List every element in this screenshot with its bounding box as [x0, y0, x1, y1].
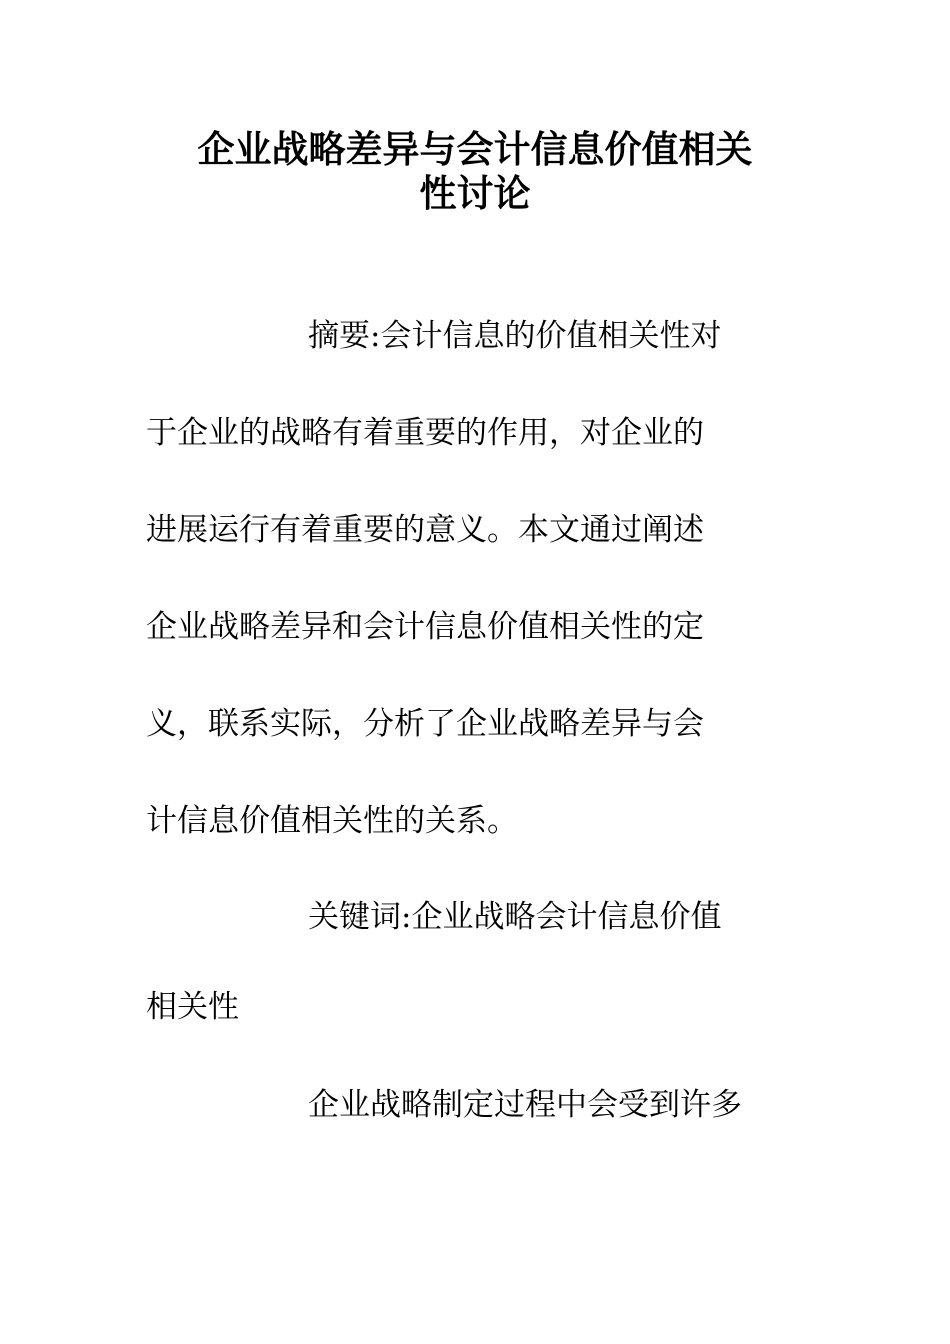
abstract-paragraph: [146, 288, 806, 870]
body-paragraph: [146, 1060, 806, 1150]
document-title: [150, 128, 800, 216]
title-line: 性讨论: [419, 172, 531, 215]
abstract-line: 进展运行有着重要的意义。本文通过阐述: [146, 512, 704, 548]
abstract-line: 摘要:会计信息的价值相关性对: [308, 318, 722, 354]
abstract-line: 企业战略差异和会计信息价值相关性的定: [146, 609, 704, 645]
keywords-paragraph: [146, 872, 806, 1052]
keywords-line: 相关性: [146, 989, 239, 1025]
keywords-line: 关键词:企业战略会计信息价值: [308, 899, 722, 935]
body-line: 企业战略制定过程中会受到许多: [308, 1087, 742, 1123]
abstract-line: 计信息价值相关性的关系。: [146, 803, 518, 839]
title-line: 企业战略差异与会计信息价值相关: [197, 128, 753, 171]
abstract-line: 义，联系实际，分析了企业战略差异与会: [146, 706, 704, 742]
abstract-line: 于企业的战略有着重要的作用，对企业的: [146, 415, 704, 451]
